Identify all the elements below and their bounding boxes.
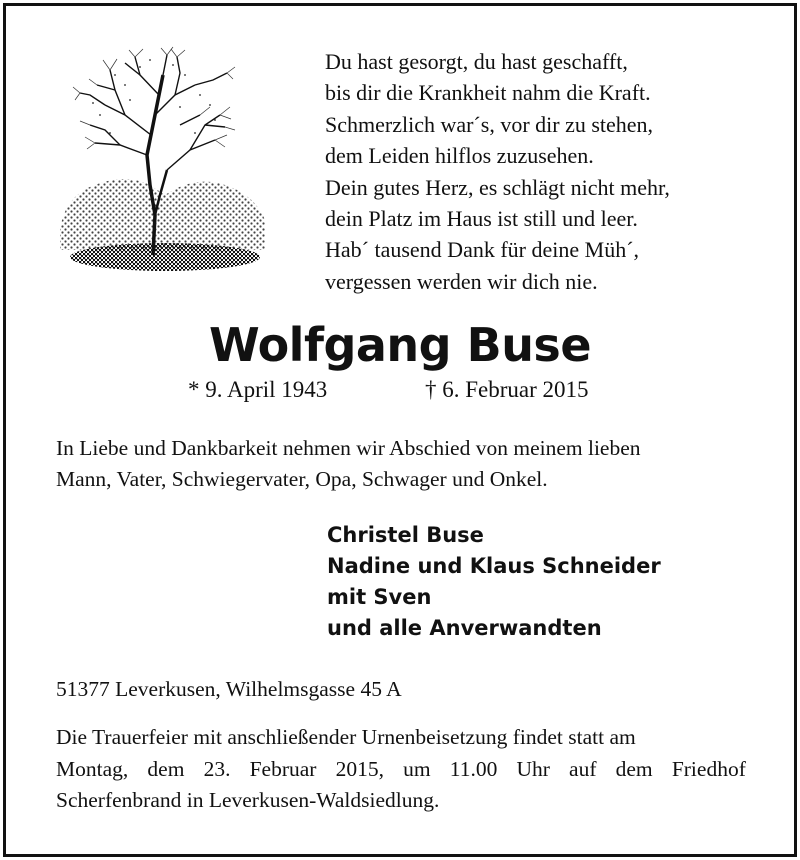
poem-line: vergessen werden wir dich nie.: [325, 268, 598, 294]
ceremony-word: Montag,: [56, 756, 129, 781]
poem-line: dein Platz im Haus ist still und leer.: [325, 206, 638, 232]
mourner-name: mit Sven: [327, 585, 432, 609]
tree-illustration-icon: [55, 45, 270, 285]
ceremony-text: Die Trauerfeier mit anschließender Urnenbeisetzung findet statt am: [56, 725, 636, 749]
mourner-name: und alle Anverwandten: [327, 616, 602, 640]
ceremony-line: [56, 722, 746, 754]
poem-line: Dein gutes Herz, es schlägt nicht mehr,: [325, 174, 670, 200]
ceremony-line: Scherfenbrand in Leverkusen-Waldsiedlung.: [56, 788, 440, 812]
mourners-list: [327, 520, 661, 644]
farewell-text: [56, 433, 756, 495]
ceremony-word: Uhr: [516, 756, 550, 781]
deceased-name: Wolfgang Buse: [208, 318, 592, 372]
poem-line: Du hast gesorgt, du hast geschafft,: [325, 49, 628, 74]
birth-date: * 9. April 1943: [188, 377, 328, 402]
mourner-name: Nadine und Klaus Schneider: [327, 554, 661, 578]
ceremony-word: um: [403, 756, 431, 781]
poem: [325, 46, 755, 297]
ceremony-word: 23.: [203, 756, 231, 781]
poem-line: dem Leiden hilflos zuzusehen.: [325, 143, 594, 169]
farewell-line: Mann, Vater, Schwiegervater, Opa, Schwager und Onkel.: [56, 467, 548, 491]
death-date: † 6. Februar 2015: [425, 377, 589, 402]
ceremony-info: [56, 722, 746, 817]
ceremony-word: dem: [615, 756, 653, 781]
ceremony-word: 11.00: [449, 756, 498, 781]
ceremony-word: Friedhof: [671, 756, 746, 781]
poem-line: Hab´ tausend Dank für deine Müh´,: [325, 237, 640, 263]
ceremony-word: dem: [147, 756, 185, 781]
mourner-name: Christel Buse: [327, 523, 484, 547]
ceremony-word: auf: [569, 756, 597, 781]
ceremony-word: 2015,: [335, 756, 384, 781]
farewell-line: In Liebe und Dankbarkeit nehmen wir Abschied von meinem lieben: [56, 436, 641, 460]
address: 51377 Leverkusen, Wilhelmsgasse 45 A: [56, 677, 402, 701]
ceremony-line: [56, 754, 746, 786]
ceremony-word: Februar: [249, 756, 317, 781]
poem-line: bis dir die Krankheit nahm die Kraft.: [325, 80, 651, 106]
poem-line: Schmerzlich war´s, vor dir zu stehen,: [325, 111, 654, 137]
